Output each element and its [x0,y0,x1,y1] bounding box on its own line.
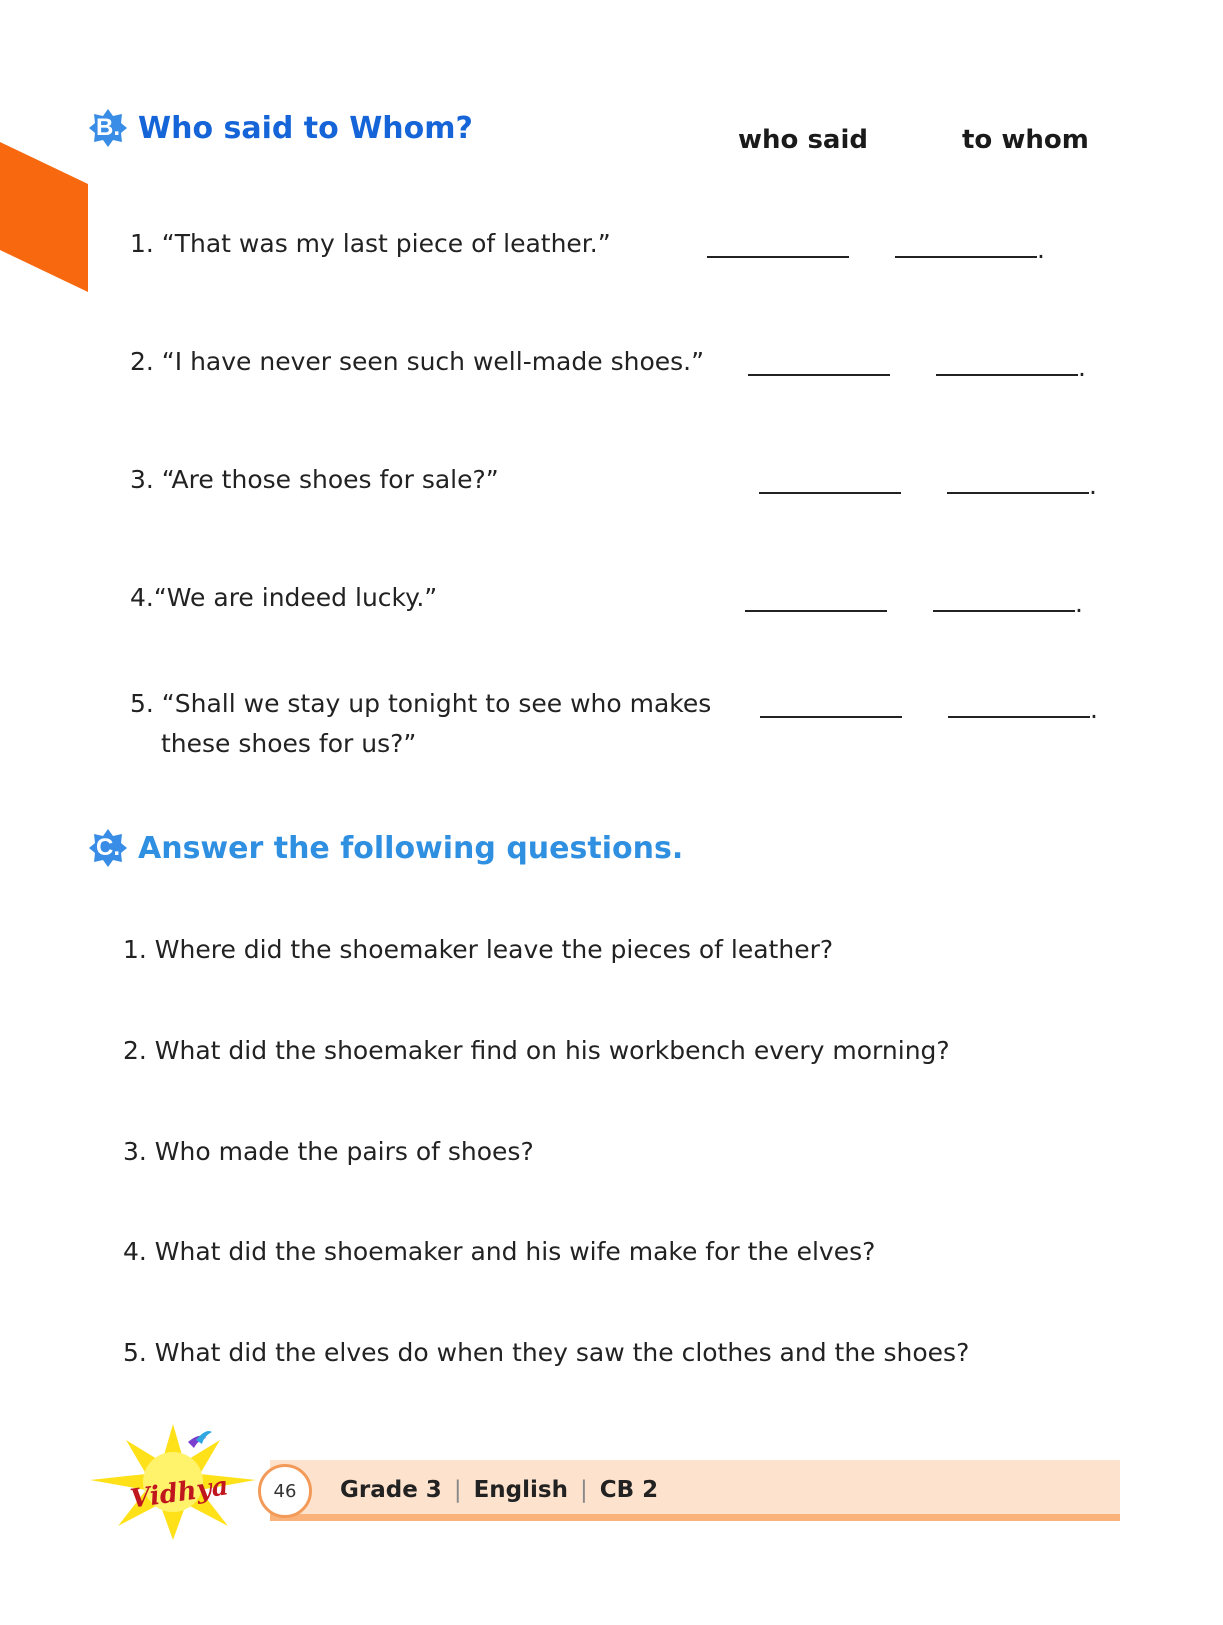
who-said-blank-3[interactable] [759,492,901,494]
page-number: 46 [258,1464,312,1518]
quote-item-4: 4.“We are indeed lucky.” [130,583,438,612]
who-said-blank-1[interactable] [707,256,849,258]
section-c-title: Answer the following questions. [138,830,684,866]
footer-subject: English [473,1477,568,1503]
to-whom-blank-1[interactable] [895,256,1037,258]
section-b-title: Who said to Whom? [138,110,473,146]
to-whom-blank-3[interactable] [947,492,1089,494]
period-4: . [1075,589,1083,618]
vidhya-logo-text: Vidhya [128,1471,231,1515]
quote-item-3: 3. “Are those shoes for sale?” [130,465,499,494]
question-4: 4. What did the shoemaker and his wife make for the elves? [123,1237,876,1266]
section-b-heading [88,108,473,148]
section-c-badge [88,828,128,868]
question-5: 5. What did the elves do when they saw the clothes and the shoes? [123,1338,970,1367]
period-2: . [1078,353,1086,382]
who-said-blank-4[interactable] [745,610,887,612]
section-b-badge [88,108,128,148]
who-said-blank-5[interactable] [760,716,902,718]
to-whom-blank-4[interactable] [933,610,1075,612]
footer-grade: Grade 3 [340,1477,442,1503]
quote-item-5-line-2: these shoes for us?” [161,729,417,758]
column-header-to-whom: to whom [962,125,1089,155]
footer-separator-2: | [579,1477,588,1503]
footer-separator-1: | [453,1477,462,1503]
question-3: 3. Who made the pairs of shoes? [123,1137,534,1166]
to-whom-blank-2[interactable] [936,374,1078,376]
who-said-blank-2[interactable] [748,374,890,376]
footer-book: CB 2 [599,1477,659,1503]
orange-side-tab [0,142,88,292]
to-whom-blank-5[interactable] [948,716,1090,718]
section-b-badge-label: B. [96,114,120,141]
period-3: . [1089,471,1097,500]
question-1: 1. Where did the shoemaker leave the pieces of leather? [123,935,834,964]
quote-item-2: 2. “I have never seen such well-made shoes.” [130,347,705,376]
section-c-badge-label: C. [96,834,120,861]
quote-item-5-line-1: 5. “Shall we stay up tonight to see who makes [130,689,712,718]
column-header-who-said: who said [738,125,868,155]
footer-info [340,1470,658,1510]
quote-item-1: 1. “That was my last piece of leather.” [130,229,611,258]
period-1: . [1037,235,1045,264]
section-c-heading [88,828,683,868]
question-2: 2. What did the shoemaker find on his workbench every morning? [123,1036,950,1065]
period-5: . [1090,695,1098,724]
